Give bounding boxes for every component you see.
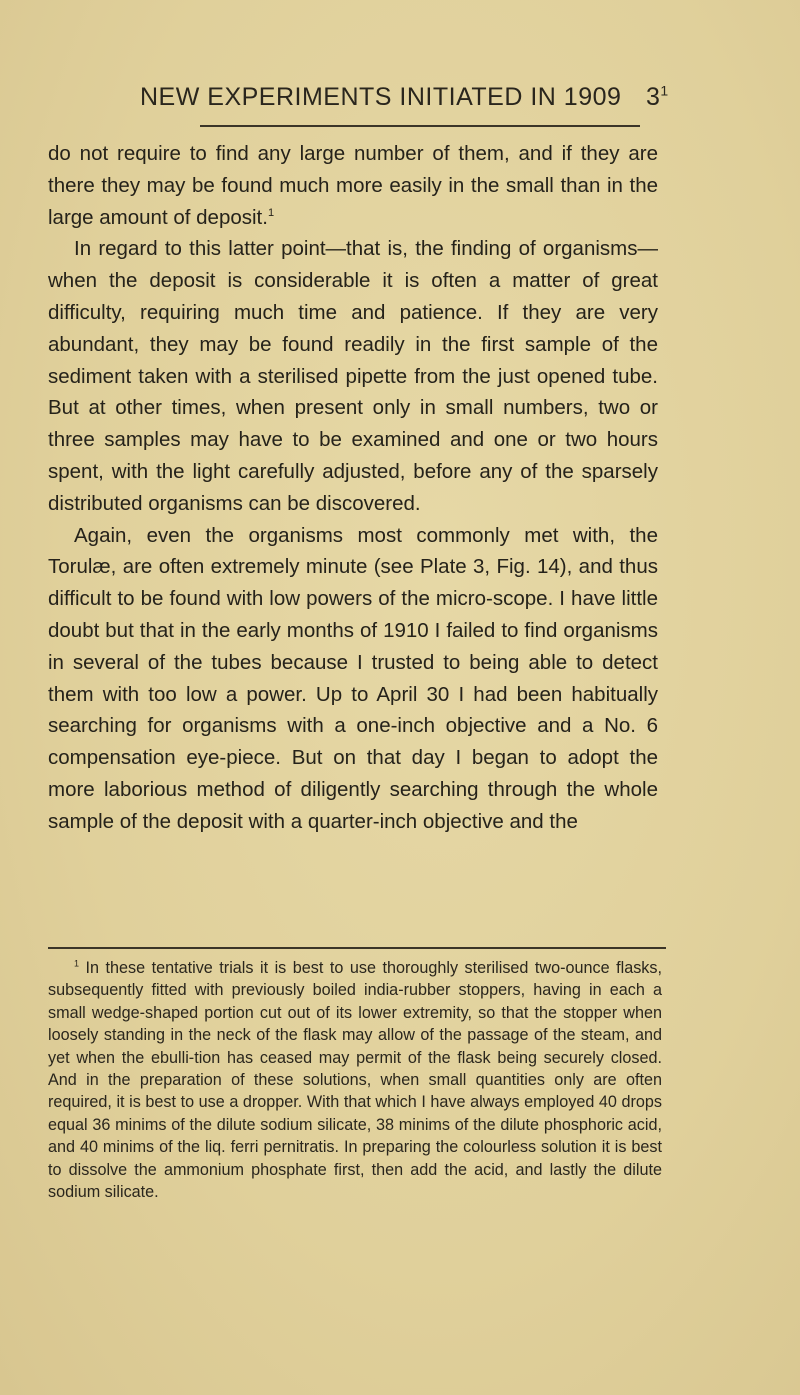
footnote-paragraph	[48, 957, 662, 1203]
footnote-text: In these tentative trials it is best to use thoroughly sterilised two-ounce flasks, subsequently fitted with previously boiled india-rubber stoppers, having in each a small wedge-shaped portion cut out of its lower extremity, so that the stopper when loosely standing in the neck of the flask may allow of the passage of the steam, and yet when the ebulli-tion has ceased may permit of the flask being securely closed. And in the preparation of these solutions, when small quantities only are often required, it is best to use a dropper. With that which I have always employed 40 drops equal 36 minims of the dilute sodium silicate, 38 minims of the dilute phosphoric acid, and 40 minims of the liq. ferri pernitratis. In preparing the colourless solution it is best to dissolve the ammonium phosphate first, then add the acid, and lastly the dilute sodium silicate.	[48, 959, 662, 1202]
page-number-superscript: 1	[660, 82, 669, 99]
running-title: NEW EXPERIMENTS INITIATED IN 1909	[140, 83, 622, 111]
main-text	[48, 138, 658, 838]
footnote	[48, 957, 662, 1203]
paragraph-3: Again, even the organisms most commonly met with, the Torulæ, are often extremely minute (see Plate 3, Fig. 14), and thus difficult to be found with low powers of the micro-scope. I have little doubt but that in the early months of 1910 I failed to find organisms in several of the tubes because I trusted to being able to detect them with too low a power. Up to April 30 I had been habitually searching for organisms with a one-inch objective and a No. 6 compensation eye-piece. But on that day I began to adopt the more laborious method of diligently searching through the whole sample of the deposit with a quarter-inch objective and the	[48, 523, 658, 833]
footnote-rule	[48, 947, 666, 949]
footnote-reference: 1	[267, 206, 275, 219]
header-rule	[200, 125, 640, 127]
paragraph-1-text: do not require to find any large number of them, and if they are there they may be found much more easily in the small than in the large amount of deposit.	[48, 142, 658, 229]
paragraph-1	[48, 138, 658, 233]
footnote-marker: 1	[74, 958, 80, 969]
page-number-digit: 3	[646, 83, 661, 111]
page-number	[646, 83, 669, 112]
paragraph-2: In regard to this latter point—that is, the finding of organisms—when the deposit is considerable it is often a matter of great difficulty, requiring much time and patience. If they are very abundant, they may be found readily in the first sample of the sediment taken with a sterilised pipette from the just opened tube. But at other times, when present only in small numbers, two or three samples may have to be examined and one or two hours spent, with the light carefully adjusted, before any of the sparsely distributed organisms can be discovered.	[48, 237, 658, 515]
running-header	[140, 83, 680, 115]
